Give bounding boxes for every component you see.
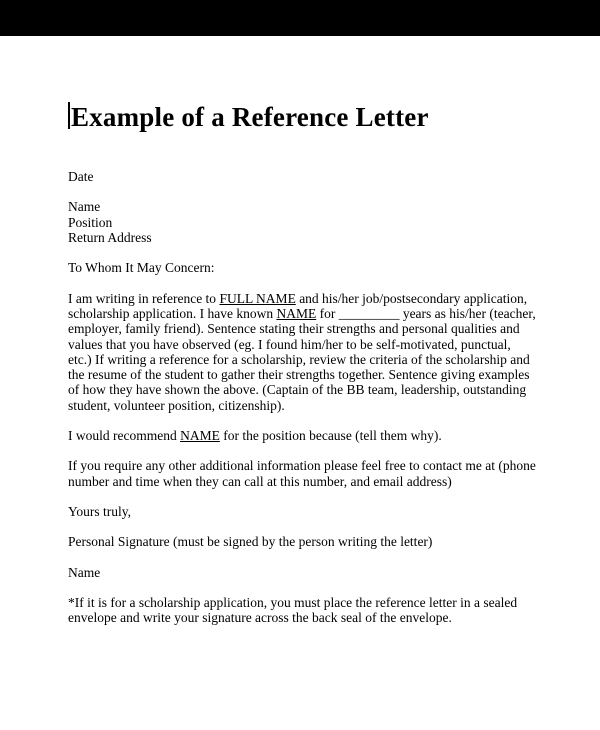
sender-return-address-line: Return Address <box>68 229 152 245</box>
sender-name-line: Name <box>68 199 101 215</box>
footnote-paragraph: *If it is for a scholarship application, you must place the reference letter in a sealed envelope and write your signature across the back seal of the envelope. <box>68 594 518 626</box>
salutation-line: To Whom It May Concern: <box>68 260 215 276</box>
body-paragraph-1: I am writing in reference to FULL NAME and his/her job/postsecondary application, scholarship application. I have known NAME for _________ years as his/her (teacher, employer, family friend). Sentence stating their strengths and personal qualities and values that you have observed (eg. I found him/her to be self-motivated, punctual, etc.) If writing a reference for a scholarship, review the criteria of the scholarship and the resume of the student to gather their strengths together. Sentence giving examples of how they have shown the above. (Captain of the BB team, leadership, outstanding student, volunteer position, citizenship). <box>68 290 536 413</box>
letter-document <box>68 36 536 641</box>
sender-position-line: Position <box>68 214 113 230</box>
signature-instruction-line: Personal Signature (must be signed by the person writing the letter) <box>68 534 433 550</box>
document-title-text: Example of a Reference Letter <box>71 102 429 132</box>
document-title <box>68 102 536 133</box>
date-line: Date <box>68 169 94 185</box>
body-paragraph-3: If you require any other additional information please feel free to contact me at (phone number and time when they can call at this number, and email address) <box>68 458 536 489</box>
text-cursor-caret <box>68 102 70 129</box>
closing-line: Yours truly, <box>68 504 132 520</box>
top-black-bar <box>0 0 600 36</box>
body-paragraph-2: I would recommend NAME for the position because (tell them why). <box>68 428 442 444</box>
sender-block <box>68 199 536 245</box>
signer-name-line: Name <box>68 564 101 580</box>
